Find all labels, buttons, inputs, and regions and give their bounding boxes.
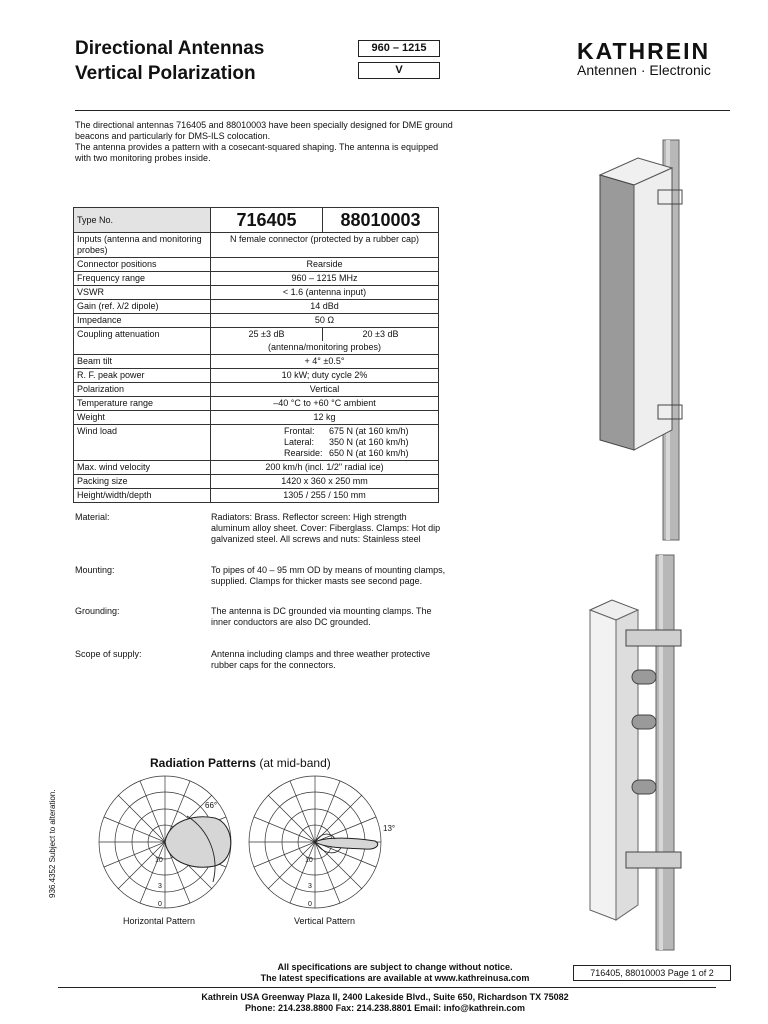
coupling-value-a: 25 ±3 dB bbox=[211, 328, 323, 342]
scale-label-0: 0 bbox=[308, 901, 312, 908]
row-label: Coupling attenuation bbox=[74, 328, 211, 355]
material-label: Material: bbox=[75, 512, 110, 522]
row-value: N female connector (protected by a rubber cap) bbox=[211, 233, 439, 258]
table-row bbox=[74, 425, 439, 461]
page-indicator: 716405, 88010003 Page 1 of 2 bbox=[573, 965, 731, 981]
footnote-line-2: The latest specifications are available at www.kathreinusa.com bbox=[260, 973, 530, 983]
radiation-patterns-title: Radiation Patterns (at mid-band) bbox=[150, 756, 331, 770]
row-value: 200 km/h (incl. 1/2" radial ice) bbox=[211, 461, 439, 475]
vertical-pattern-caption: Vertical Pattern bbox=[294, 916, 356, 926]
antenna-rear-view-image bbox=[590, 555, 681, 950]
coupling-value-b: 20 ±3 dB bbox=[323, 328, 439, 342]
table-row bbox=[74, 258, 439, 272]
footer-address: Kathrein USA Greenway Plaza II, 2400 Lakeside Blvd., Suite 650, Richardson TX 75082 bbox=[201, 992, 569, 1002]
row-value: 1420 x 360 x 250 mm bbox=[211, 475, 439, 489]
row-label: Inputs (antenna and monitoring probes) bbox=[74, 233, 211, 258]
row-value: 14 dBd bbox=[211, 300, 439, 314]
grounding-label: Grounding: bbox=[75, 606, 120, 616]
row-label: R. F. peak power bbox=[74, 369, 211, 383]
row-value: + 4° ±0.5° bbox=[211, 355, 439, 369]
row-label: Impedance bbox=[74, 314, 211, 328]
row-label: Gain (ref. λ/2 dipole) bbox=[74, 300, 211, 314]
row-label: Height/width/depth bbox=[74, 489, 211, 503]
scope-text: Antenna including clamps and three weather protective rubber caps for the connectors. bbox=[211, 649, 431, 670]
title-line-1: Directional Antennas bbox=[75, 38, 265, 59]
type-number-b: 88010003 bbox=[323, 208, 439, 233]
scale-label-10: 10 bbox=[305, 857, 313, 864]
brand-subtitle: Antennen · Electronic bbox=[577, 62, 711, 78]
vertical-angle-label: 13° bbox=[383, 824, 396, 833]
intro-text bbox=[75, 120, 455, 164]
row-label: VSWR bbox=[74, 286, 211, 300]
table-row bbox=[74, 233, 439, 258]
row-value: Vertical bbox=[211, 383, 439, 397]
table-row bbox=[74, 314, 439, 328]
row-value: 1305 / 255 / 150 mm bbox=[211, 489, 439, 503]
table-row bbox=[74, 300, 439, 314]
header-divider bbox=[75, 110, 730, 111]
row-value: –40 °C to +60 °C ambient bbox=[211, 397, 439, 411]
table-row bbox=[74, 461, 439, 475]
specification-table bbox=[73, 207, 439, 503]
table-row bbox=[74, 411, 439, 425]
table-row bbox=[74, 475, 439, 489]
vertical-pattern-lobe bbox=[315, 838, 378, 849]
scale-label-10: 10 bbox=[155, 857, 163, 864]
table-row bbox=[74, 397, 439, 411]
row-label: Wind load bbox=[74, 425, 211, 461]
type-label: Type No. bbox=[74, 208, 211, 233]
intro-paragraph-2: The antenna provides a pattern with a cosecant-squared shaping. The antenna is equipped with two monitoring probes inside. bbox=[75, 142, 439, 163]
row-label: Polarization bbox=[74, 383, 211, 397]
horizontal-pattern-caption: Horizontal Pattern bbox=[123, 916, 196, 926]
antenna-illustrations bbox=[570, 130, 720, 950]
scale-label-3: 3 bbox=[308, 883, 312, 890]
scale-label-3: 3 bbox=[158, 883, 162, 890]
type-number-a: 716405 bbox=[211, 208, 323, 233]
table-row bbox=[74, 383, 439, 397]
table-row bbox=[74, 286, 439, 300]
table-row bbox=[74, 272, 439, 286]
antenna-front-view-image bbox=[600, 140, 682, 540]
row-label: Beam tilt bbox=[74, 355, 211, 369]
row-value: < 1.6 (antenna input) bbox=[211, 286, 439, 300]
horizontal-polar-plot bbox=[99, 776, 231, 908]
row-value: 50 Ω bbox=[211, 314, 439, 328]
intro-paragraph-1: The directional antennas 716405 and 88010003 have been specially designed for DME ground beacons and particularly for DMS-ILS colocation. bbox=[75, 120, 453, 141]
scale-label-0: 0 bbox=[158, 901, 162, 908]
row-value: 10 kW; duty cycle 2% bbox=[211, 369, 439, 383]
table-row bbox=[74, 489, 439, 503]
wind-line: Lateral: 350 N (at 160 km/h) bbox=[284, 437, 409, 447]
row-label: Frequency range bbox=[74, 272, 211, 286]
mounting-label: Mounting: bbox=[75, 565, 115, 575]
row-label: Weight bbox=[74, 411, 211, 425]
frequency-box: 960 – 1215 bbox=[358, 40, 440, 57]
document-title bbox=[75, 36, 264, 86]
table-row bbox=[74, 369, 439, 383]
footer-contact: Phone: 214.238.8800 Fax: 214.238.8801 Email: info@kathrein.com bbox=[245, 1003, 525, 1013]
coupling-note: (antenna/monitoring probes) bbox=[211, 341, 439, 355]
horizontal-angle-label: 66° bbox=[205, 801, 218, 810]
row-label: Packing size bbox=[74, 475, 211, 489]
row-value: Rearside bbox=[211, 258, 439, 272]
brand-logo: KATHREIN bbox=[577, 38, 711, 64]
row-label: Connector positions bbox=[74, 258, 211, 272]
mounting-text: To pipes of 40 – 95 mm OD by means of mounting clamps, supplied. Clamps for thicker masts see second page. bbox=[211, 565, 446, 586]
row-value: 960 – 1215 MHz bbox=[211, 272, 439, 286]
row-label: Max. wind velocity bbox=[74, 461, 211, 475]
material-text: Radiators: Brass. Reflector screen: High strength aluminum alloy sheet. Cover: Fiberglass. Clamps: Hot dip galvanized steel. All screws and nuts: Stainless steel bbox=[211, 512, 441, 544]
footer bbox=[100, 992, 670, 1014]
wind-load-values bbox=[211, 425, 439, 461]
wind-line: Frontal: 675 N (at 160 km/h) bbox=[284, 426, 409, 436]
row-value: 12 kg bbox=[211, 411, 439, 425]
wind-line: Rearside: 650 N (at 160 km/h) bbox=[284, 448, 409, 458]
polarization-box: V bbox=[358, 62, 440, 79]
radiation-pattern-diagrams bbox=[90, 772, 396, 912]
grounding-text: The antenna is DC grounded via mounting clamps. The inner conductors are also DC grounded. bbox=[211, 606, 432, 627]
footnote bbox=[230, 962, 560, 984]
table-row bbox=[74, 208, 439, 233]
scope-label: Scope of supply: bbox=[75, 649, 142, 659]
table-row bbox=[74, 328, 439, 342]
table-row bbox=[74, 355, 439, 369]
vertical-polar-plot bbox=[249, 776, 381, 908]
footnote-line-1: All specifications are subject to change without notice. bbox=[277, 962, 513, 972]
side-note: 936.4352 Subject to alteration. bbox=[48, 789, 57, 898]
footer-divider bbox=[58, 987, 716, 988]
title-line-2: Vertical Polarization bbox=[75, 63, 256, 84]
row-label: Temperature range bbox=[74, 397, 211, 411]
